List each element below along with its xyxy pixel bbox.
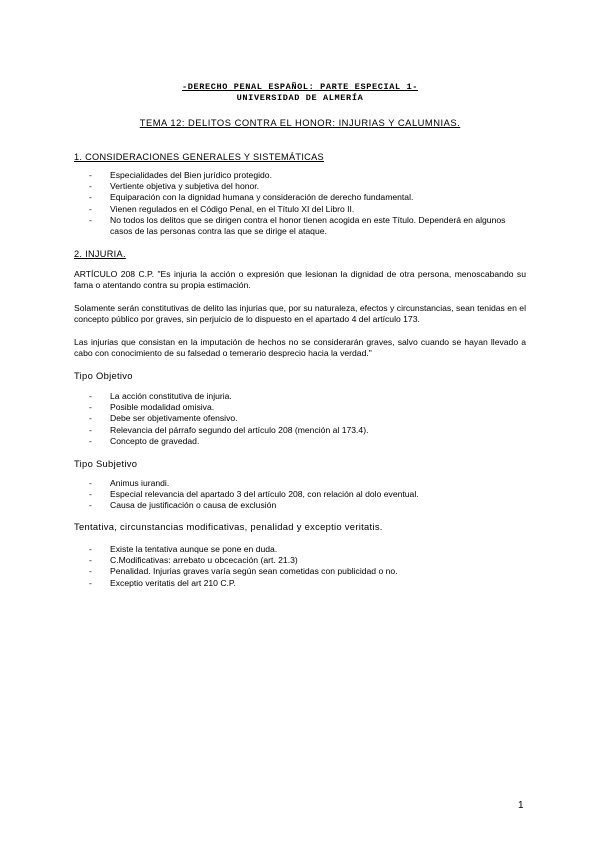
list-item: - La acción constitutiva de injuria. [89, 391, 232, 401]
list-item: - C.Modificativas: arrebato u obcecación (art. 21.3) [89, 555, 298, 566]
list-item: - Existe la tentativa aunque se pone en duda. [89, 544, 278, 554]
section2-heading: 2. INJURIA. [74, 249, 126, 259]
tipo-objetivo-list [89, 391, 529, 447]
section1-list [89, 170, 529, 237]
paragraph-imputacion: Las injurias que consistan en la imputación de hechos no se considerarán graves, salvo cuando se hayan llevado a cabo con conocimiento de su falsedad o temerario desprecio hacia la verdad." [74, 337, 526, 358]
list-item: - Concepto de gravedad. [89, 435, 200, 446]
list-item: - Causa de justificación o causa de exclusión [89, 500, 277, 511]
article-208-paragraph: ARTÍCULO 208 C.P. "Es injuria la acción o expresión que lesionan la dignidad de otra persona, menoscabando su fama o atentando contra su propia estimación. [74, 269, 526, 290]
list-item: - Vertiente objetiva y subjetiva del honor. [89, 181, 260, 192]
list-item: - No todos los delitos que se dirigen contra el honor tienen acogida en este Título. Dependerá en algunos casos de las personas contra las que se dirige el ataque. [89, 214, 506, 237]
tentativa-heading: Tentativa, circunstancias modificativas, penalidad y exceptio veritatis. [74, 521, 383, 532]
paragraph-graves: Solamente serán constitutivas de delito las injurias que, por su naturaleza, efectos y circunstancias, sean tenidas en el concepto público por graves, sin perjuicio de lo dispuesto en el apartado 4 del artículo 173. [74, 303, 526, 324]
list-item: - Debe ser objetivamente ofensivo. [89, 413, 238, 424]
tipo-subjetivo-list [89, 478, 529, 512]
list-item: - Exceptio veritatis del art 210 C.P. [89, 577, 236, 588]
list-item: - Relevancia del párrafo segundo del artículo 208 (mención al 173.4). [89, 424, 369, 435]
tipo-subjetivo-heading: Tipo Subjetivo [74, 458, 138, 469]
university-name: UNIVERSIDAD DE ALMERÍA [236, 93, 364, 103]
list-item: - Especialidades del Bien jurídico protegido. [89, 170, 272, 180]
tentativa-list [89, 544, 529, 589]
tipo-objetivo-heading: Tipo Objetivo [74, 370, 133, 381]
list-item: - Vienen regulados en el Código Penal, en el Título XI del Libro II. [89, 203, 355, 214]
list-item: - Animus iurandi. [89, 478, 170, 488]
list-item: - Especial relevancia del apartado 3 del artículo 208, con relación al dolo eventual. [89, 489, 419, 500]
course-title: -DERECHO PENAL ESPAÑOL: PARTE ESPECIAL 1- [181, 82, 419, 92]
section1-heading: 1. CONSIDERACIONES GENERALES Y SISTEMÁTICAS [74, 152, 324, 162]
page-number: 1 [518, 800, 524, 811]
list-item: - Penalidad. Injurias graves varía según sean cometidas con publicidad o no. [89, 566, 398, 577]
topic-title: TEMA 12: DELITOS CONTRA EL HONOR: INJURIAS Y CALUMNIAS. [139, 117, 461, 128]
list-item: - Posible modalidad omisiva. [89, 402, 215, 413]
list-item: - Equiparación con la dignidad humana y consideración de derecho fundamental. [89, 192, 414, 203]
